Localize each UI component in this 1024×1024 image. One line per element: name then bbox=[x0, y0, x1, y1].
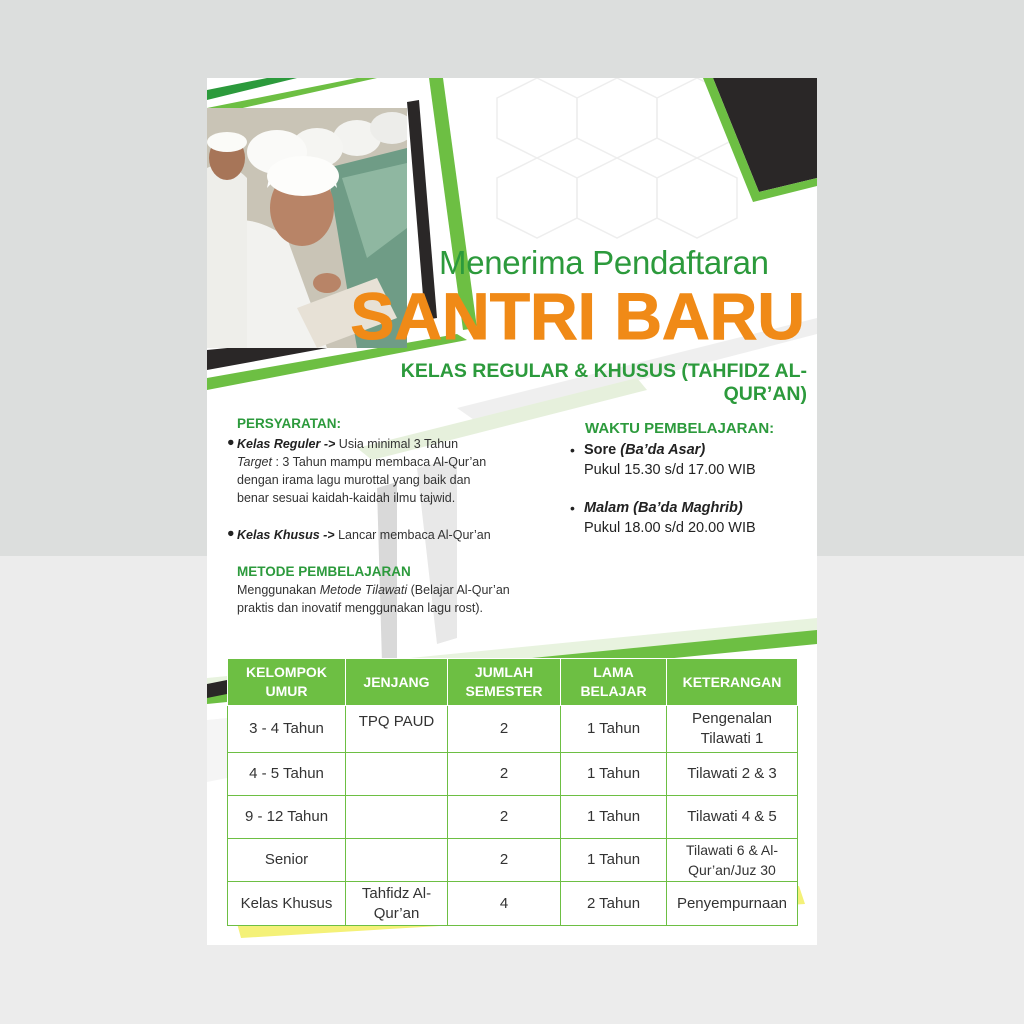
header-jumlah-semester: JUMLAH SEMESTER bbox=[448, 659, 561, 706]
reguler-label: Kelas Reguler -> bbox=[237, 437, 336, 451]
table-cell: TPQ PAUD bbox=[346, 706, 448, 753]
header-jenjang: JENJANG bbox=[346, 659, 448, 706]
table-row bbox=[228, 839, 798, 882]
schedule-sore bbox=[584, 440, 804, 480]
khusus-text: Lancar membaca Al-Qur’an bbox=[334, 528, 491, 542]
table-cell: 3 - 4 Tahun bbox=[228, 706, 346, 753]
table-cell: Senior bbox=[228, 839, 346, 882]
schedule-table bbox=[227, 658, 798, 926]
header-keterangan: KETERANGAN bbox=[667, 659, 798, 706]
table-cell: 4 - 5 Tahun bbox=[228, 753, 346, 796]
target-line2: dengan irama lagu murottal yang baik dan bbox=[237, 473, 471, 487]
table-cell bbox=[346, 753, 448, 796]
bullet-icon: ● bbox=[227, 526, 235, 540]
title-small: Menerima Pendaftaran bbox=[439, 244, 769, 281]
sore-label: Sore bbox=[584, 442, 617, 458]
method-line1-b: Metode Tilawati bbox=[319, 583, 408, 597]
table-cell bbox=[346, 839, 448, 882]
target-label: Target bbox=[237, 455, 272, 469]
target-line3: benar sesuai kaidah-kaidah ilmu tajwid. bbox=[237, 491, 456, 505]
bullet-icon: • bbox=[570, 500, 575, 516]
malam-label: Malam (Ba’da Maghrib) bbox=[584, 500, 743, 516]
bullet-icon: • bbox=[570, 442, 575, 458]
table-row bbox=[228, 796, 798, 839]
table-cell: 1 Tahun bbox=[561, 796, 667, 839]
method-title: METODE PEMBELAJARAN bbox=[237, 564, 411, 579]
malam-time: Pukul 18.00 s/d 20.00 WIB bbox=[584, 520, 756, 536]
title-big: SANTRI BARU bbox=[350, 279, 805, 353]
header-lama-belajar: LAMA BELAJAR bbox=[561, 659, 667, 706]
table-cell: 1 Tahun bbox=[561, 839, 667, 882]
requirement-reguler bbox=[237, 435, 557, 507]
table-row bbox=[228, 882, 798, 926]
target-line1: : 3 Tahun mampu membaca Al-Qur’an bbox=[271, 455, 487, 469]
table-cell: 2 bbox=[448, 839, 561, 882]
table-cell: Tahfidz Al-Qur’an bbox=[346, 882, 448, 926]
table-cell: 2 bbox=[448, 753, 561, 796]
table-header-row bbox=[228, 659, 798, 706]
table-cell: 2 bbox=[448, 706, 561, 753]
table-cell: 9 - 12 Tahun bbox=[228, 796, 346, 839]
method-line1-a: Menggunakan bbox=[237, 583, 320, 597]
schedule-title: WAKTU PEMBELAJARAN: bbox=[585, 420, 775, 437]
khusus-label: Kelas Khusus -> bbox=[237, 528, 335, 542]
table-cell: Tilawati 4 & 5 bbox=[667, 796, 798, 839]
table-cell: Kelas Khusus bbox=[228, 882, 346, 926]
table-cell: 4 bbox=[448, 882, 561, 926]
method-text bbox=[237, 581, 567, 617]
subtitle: KELAS REGULAR & KHUSUS (TAHFIDZ AL-QUR’AN) bbox=[400, 360, 807, 405]
sore-note: (Ba’da Asar) bbox=[620, 442, 706, 458]
table-cell: Tilawati 6 & Al-Qur’an/Juz 30 bbox=[667, 839, 798, 882]
table-row bbox=[228, 706, 798, 753]
requirement-khusus bbox=[237, 526, 557, 544]
table-cell: 1 Tahun bbox=[561, 753, 667, 796]
poster bbox=[207, 78, 817, 945]
method-line1-c: (Belajar Al-Qur’an bbox=[407, 583, 510, 597]
table-row bbox=[228, 753, 798, 796]
table-cell bbox=[346, 796, 448, 839]
table-cell: Pengenalan Tilawati 1 bbox=[667, 706, 798, 753]
schedule-malam bbox=[584, 498, 804, 538]
sore-time: Pukul 15.30 s/d 17.00 WIB bbox=[584, 462, 756, 478]
method-line2: praktis dan inovatif menggunakan lagu rost). bbox=[237, 601, 483, 615]
table-cell: Tilawati 2 & 3 bbox=[667, 753, 798, 796]
table-cell: 2 Tahun bbox=[561, 882, 667, 926]
header-kelompok-umur: KELOMPOK UMUR bbox=[228, 659, 346, 706]
table-cell: 2 bbox=[448, 796, 561, 839]
table-cell: 1 Tahun bbox=[561, 706, 667, 753]
table-cell: Penyempurnaan bbox=[667, 882, 798, 926]
bullet-icon: ● bbox=[227, 435, 235, 449]
reguler-text: Usia minimal 3 Tahun bbox=[335, 437, 459, 451]
requirements-title: PERSYARATAN: bbox=[237, 416, 342, 431]
